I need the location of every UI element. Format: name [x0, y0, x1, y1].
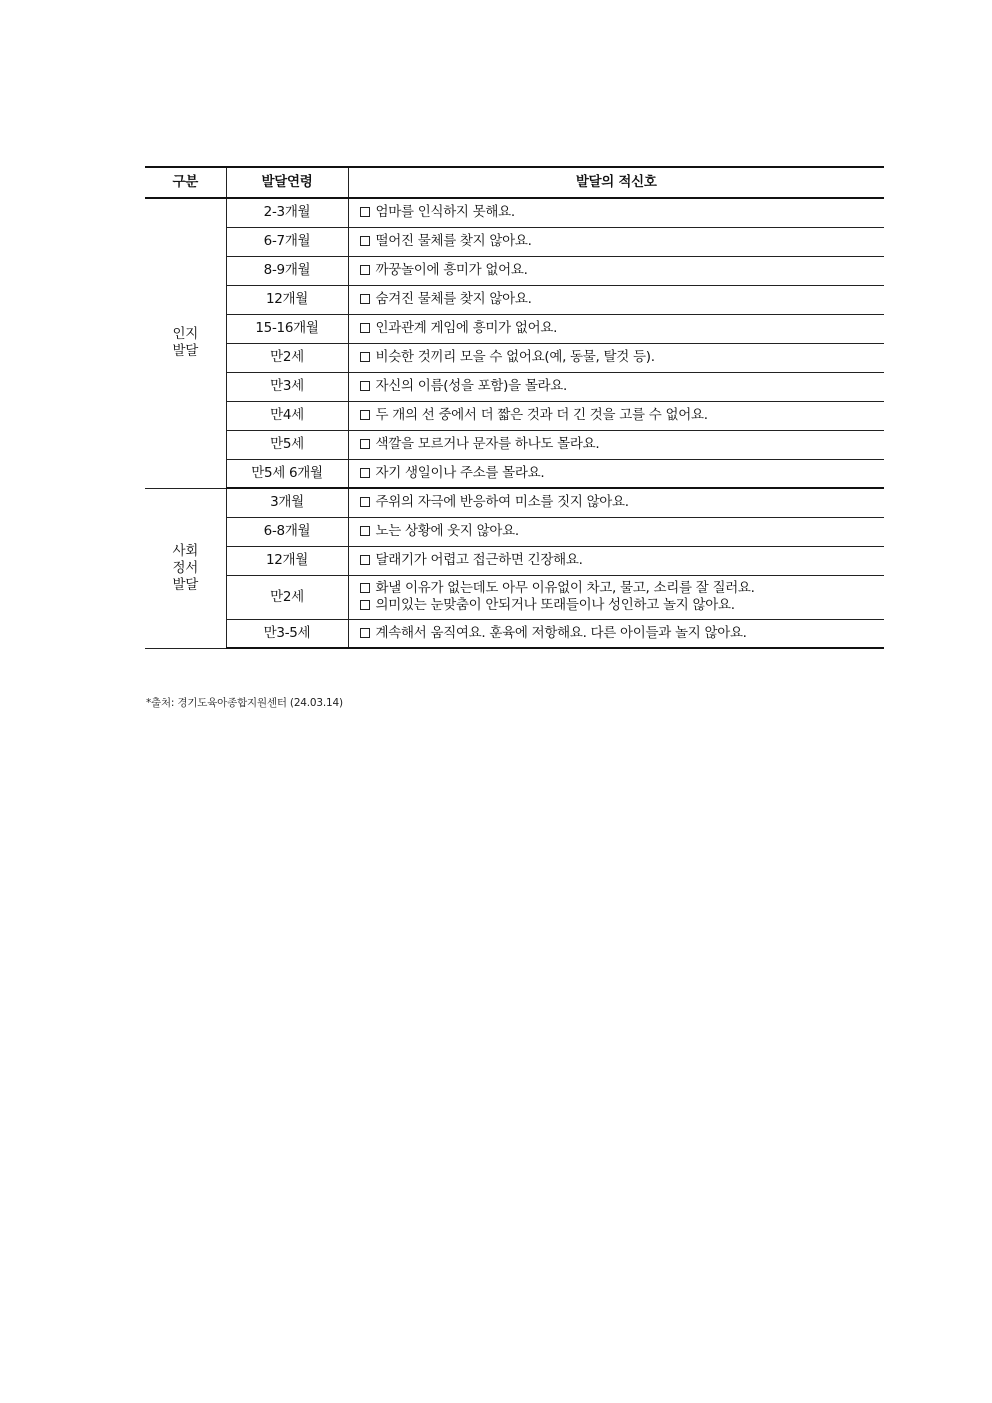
red-flag-item: [360, 378, 885, 395]
table-row: [145, 343, 884, 372]
red-flag-cell: [348, 517, 884, 546]
red-flag-item: [360, 233, 885, 250]
table-row: [145, 314, 884, 343]
red-flag-text: 의미있는 눈맞춤이 안되거나 또래들이나 성인하고 놀지 않아요.: [375, 597, 735, 613]
age-cell: 12개월: [226, 285, 348, 314]
table-row: [145, 488, 884, 517]
checkbox-icon: [360, 497, 370, 507]
category-label-line: 발달: [172, 343, 198, 360]
table-header-row: [145, 167, 884, 198]
checkbox-icon: [360, 323, 370, 333]
red-flag-cell: [348, 619, 884, 648]
age-cell: 2-3개월: [226, 198, 348, 227]
table-row: [145, 401, 884, 430]
table-row: [145, 430, 884, 459]
age-cell: 3개월: [226, 488, 348, 517]
checkbox-icon: [360, 410, 370, 420]
red-flag-text: 엄마를 인식하지 못해요.: [375, 204, 515, 221]
checkbox-icon: [360, 600, 370, 610]
table-row: [145, 517, 884, 546]
age-cell: 8-9개월: [226, 256, 348, 285]
red-flag-item: [360, 494, 885, 511]
red-flag-text: 달래기가 어렵고 접근하면 긴장해요.: [375, 552, 583, 568]
red-flag-item: [360, 552, 885, 569]
checkbox-icon: [360, 628, 370, 638]
category-label-line: 인지: [172, 326, 198, 343]
age-cell: 6-8개월: [226, 517, 348, 546]
red-flag-item: [360, 407, 885, 424]
table-row: [145, 546, 884, 575]
red-flag-item: [360, 291, 885, 308]
age-cell: 6-7개월: [226, 227, 348, 256]
red-flag-text: 색깔을 모르거나 문자를 하나도 몰라요.: [375, 436, 600, 452]
header-red-flags: 발달의 적신호: [348, 167, 884, 198]
red-flag-cell: [348, 459, 884, 488]
red-flag-item: [360, 625, 885, 642]
age-cell: 만5세: [226, 430, 348, 459]
red-flag-cell: [348, 430, 884, 459]
category-cell: [145, 198, 226, 488]
checkbox-icon: [360, 439, 370, 449]
checkbox-icon: [360, 555, 370, 565]
red-flag-text: 주위의 자극에 반응하여 미소를 짓지 않아요.: [375, 494, 629, 511]
red-flag-cell: [348, 343, 884, 372]
age-cell: 만2세: [226, 575, 348, 619]
age-cell: 만4세: [226, 401, 348, 430]
red-flag-text: 숨겨진 물체를 찾지 않아요.: [375, 291, 532, 307]
red-flag-text: 비슷한 것끼리 모을 수 없어요(예, 동물, 탈것 등).: [375, 349, 655, 365]
table-row: [145, 619, 884, 648]
category-label-line: 사회: [172, 542, 198, 559]
red-flag-item: [360, 597, 885, 614]
checkbox-icon: [360, 207, 370, 217]
red-flag-item: [360, 523, 885, 540]
source-note: *출처: 경기도육아종합지원센터 (24.03.14): [146, 697, 343, 709]
age-cell: 만3-5세: [226, 619, 348, 648]
red-flag-cell: [348, 488, 884, 517]
red-flag-item: [360, 349, 885, 366]
red-flag-item: [360, 580, 885, 597]
red-flag-cell: [348, 314, 884, 343]
red-flag-cell: [348, 575, 884, 619]
red-flag-item: [360, 436, 885, 453]
checkbox-icon: [360, 583, 370, 593]
red-flag-item: [360, 204, 885, 221]
checkbox-icon: [360, 236, 370, 246]
checkbox-icon: [360, 294, 370, 304]
checkbox-icon: [360, 526, 370, 536]
red-flag-cell: [348, 401, 884, 430]
red-flag-text: 노는 상황에 웃지 않아요.: [375, 523, 519, 539]
red-flag-cell: [348, 546, 884, 575]
red-flag-text: 인과관계 게임에 흥미가 없어요.: [375, 320, 558, 336]
red-flag-item: [360, 262, 885, 279]
checkbox-icon: [360, 265, 370, 275]
age-cell: 만3세: [226, 372, 348, 401]
red-flag-cell: [348, 227, 884, 256]
table-row: [145, 227, 884, 256]
developmental-red-flags-table: [145, 166, 884, 649]
table-body: [145, 198, 884, 648]
table-row: [145, 285, 884, 314]
table-row: [145, 198, 884, 227]
age-cell: 만5세 6개월: [226, 459, 348, 488]
category-label-line: 발달: [172, 576, 198, 593]
red-flag-text: 두 개의 선 중에서 더 짧은 것과 더 긴 것을 고를 수 없어요.: [375, 407, 708, 423]
red-flag-cell: [348, 285, 884, 314]
table-row: [145, 575, 884, 619]
checkbox-icon: [360, 352, 370, 362]
red-flag-cell: [348, 198, 884, 227]
checkbox-icon: [360, 381, 370, 391]
category-label-line: 정서: [172, 559, 198, 576]
age-cell: 15-16개월: [226, 314, 348, 343]
table-row: [145, 372, 884, 401]
red-flag-item: [360, 465, 885, 482]
header-category: 구분: [145, 167, 226, 198]
red-flag-text: 화낼 이유가 없는데도 아무 이유없이 차고, 물고, 소리를 잘 질러요.: [375, 580, 755, 596]
red-flag-item: [360, 320, 885, 337]
checkbox-icon: [360, 468, 370, 478]
table-row: [145, 256, 884, 285]
red-flag-text: 자신의 이름(성을 포함)을 몰라요.: [375, 378, 568, 394]
header-age: 발달연령: [226, 167, 348, 198]
category-cell: [145, 488, 226, 648]
age-cell: 12개월: [226, 546, 348, 575]
red-flag-text: 까꿍놀이에 흥미가 없어요.: [375, 262, 528, 278]
red-flag-text: 자기 생일이나 주소를 몰라요.: [375, 464, 545, 481]
age-cell: 만2세: [226, 343, 348, 372]
table-row: [145, 459, 884, 488]
red-flag-cell: [348, 372, 884, 401]
red-flag-cell: [348, 256, 884, 285]
red-flag-text: 계속해서 움직여요. 훈육에 저항해요. 다른 아이들과 놀지 않아요.: [375, 624, 747, 641]
red-flag-text: 떨어진 물체를 찾지 않아요.: [375, 233, 532, 249]
